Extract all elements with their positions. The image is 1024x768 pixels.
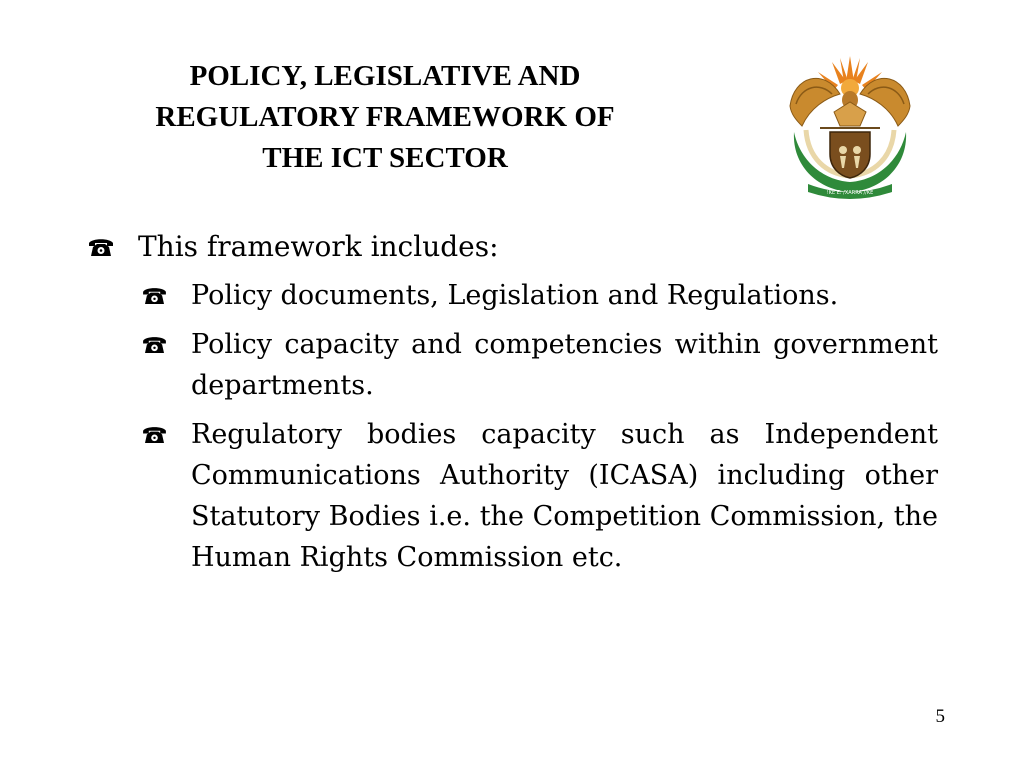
slide-title: [80, 56, 690, 179]
sub-bullet: [142, 275, 938, 316]
sub-bullet-text: Regulatory bodies capacity such as Independent Communications Authority (ICASA) including other Statutory Bodies i.e. the Competition Commission, the Human Rights Commission etc.: [191, 419, 938, 573]
title-line: REGULATORY FRAMEWORK OF: [155, 101, 615, 133]
sub-bullet-list: [142, 275, 938, 578]
main-bullet: [88, 225, 938, 269]
telephone-icon: [142, 275, 191, 316]
telephone-icon: [142, 324, 191, 365]
main-bullet-text: This framework includes:: [138, 230, 499, 263]
svg-text:!KE E: /XARRA //KE: !KE E: /XARRA //KE: [826, 190, 874, 196]
coat-of-arms-logo: [780, 54, 920, 199]
bullet-content: [88, 225, 938, 586]
title-line: POLICY, LEGISLATIVE AND: [189, 60, 581, 92]
telephone-icon: [88, 225, 138, 269]
sub-bullet: [142, 324, 938, 406]
telephone-icon: [142, 414, 191, 455]
sub-bullet: [142, 414, 938, 578]
sub-bullet-text: Policy documents, Legislation and Regulations.: [191, 280, 839, 311]
sub-bullet-text: Policy capacity and competencies within government departments.: [191, 329, 938, 401]
page-number: 5: [935, 706, 945, 727]
title-line: THE ICT SECTOR: [262, 142, 508, 174]
